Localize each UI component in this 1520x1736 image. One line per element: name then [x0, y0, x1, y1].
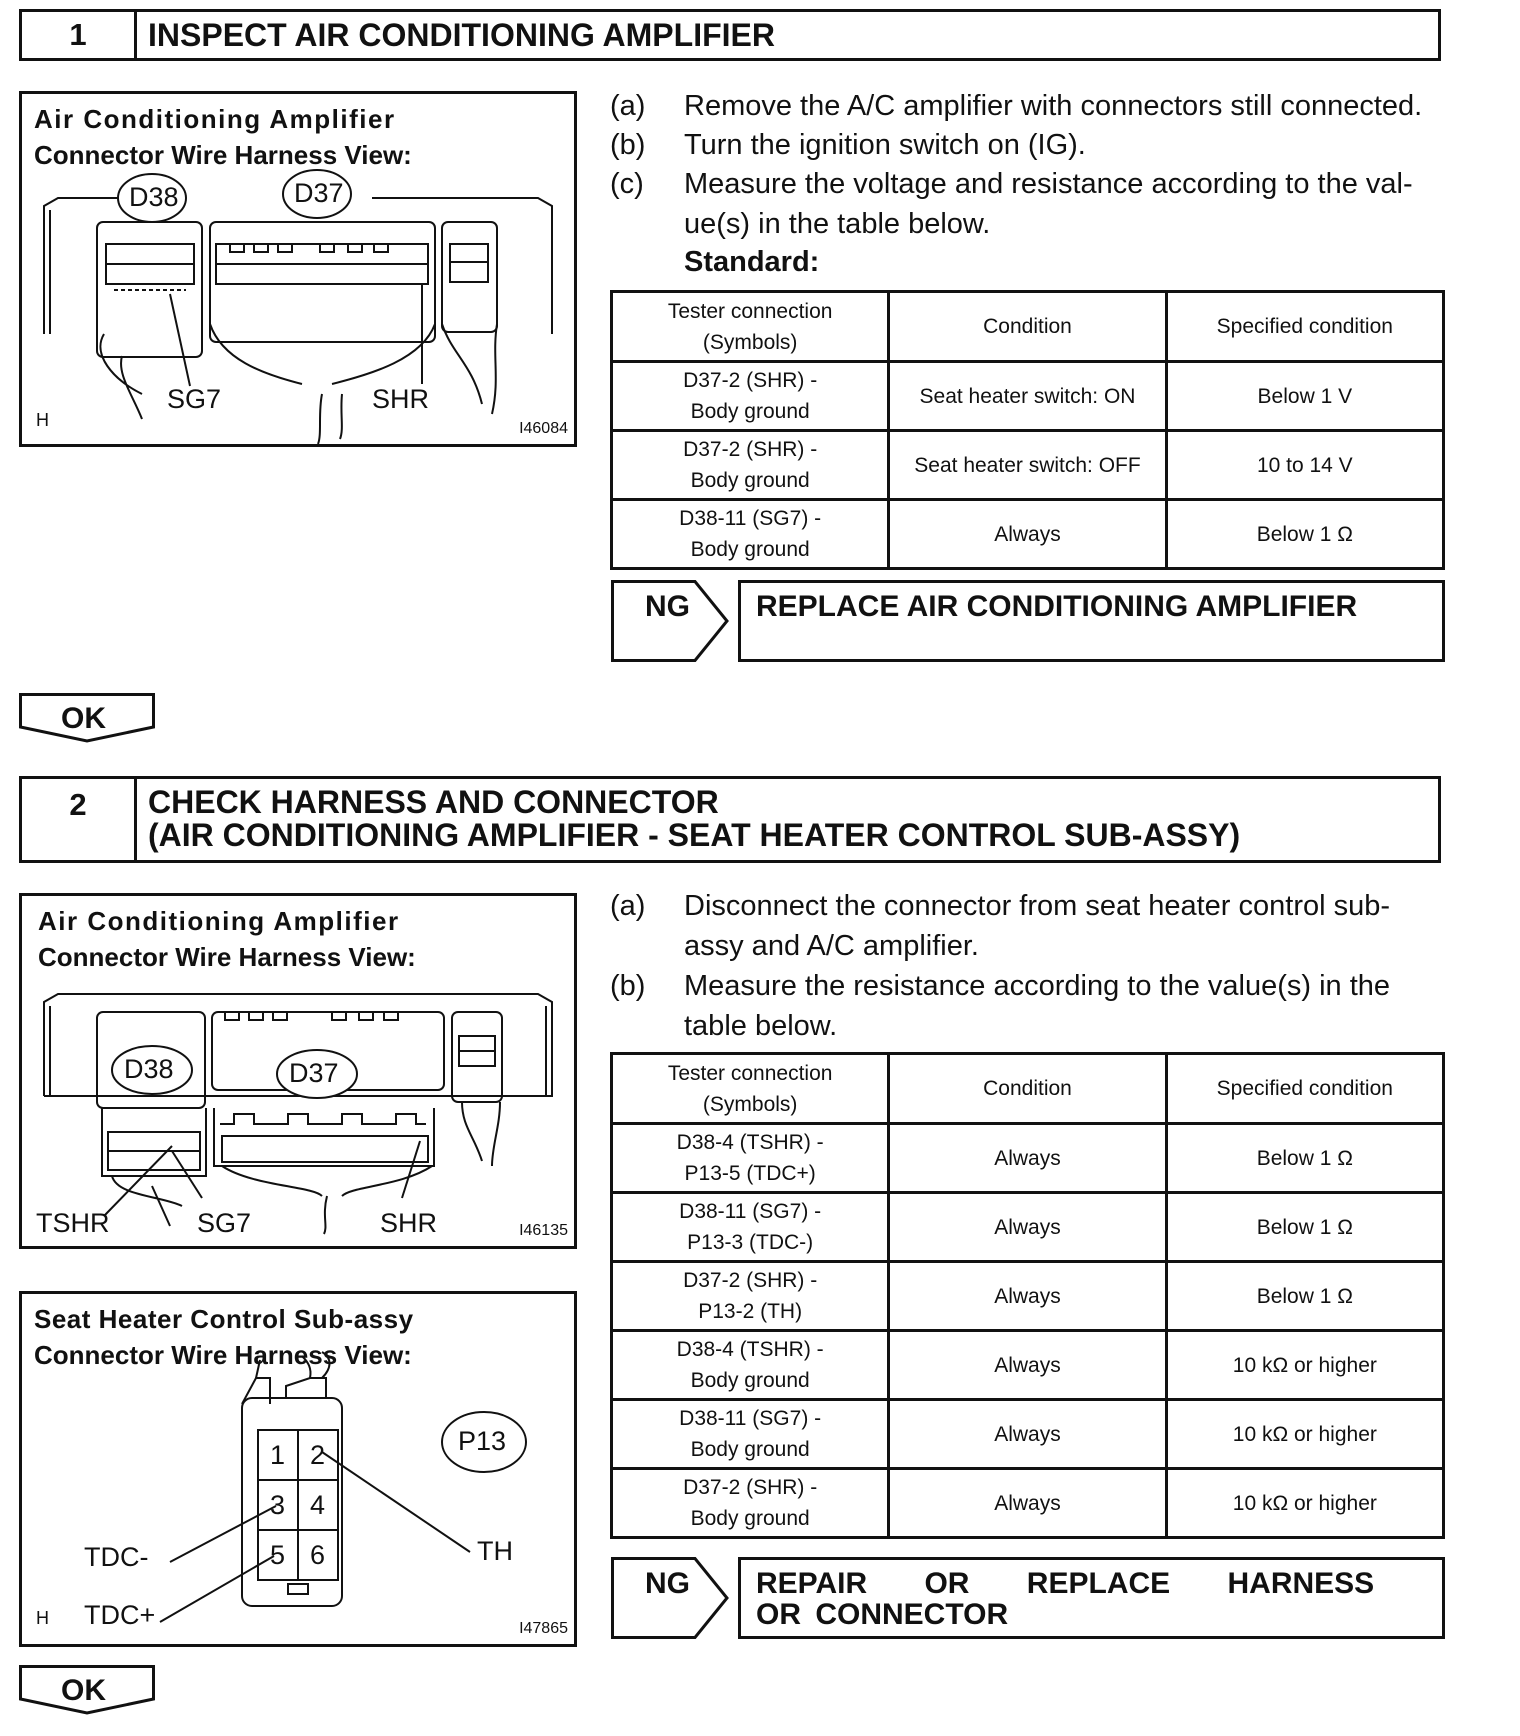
ok-label: OK [61, 702, 106, 735]
step-title-line1: CHECK HARNESS AND CONNECTOR [148, 784, 719, 820]
figure-title: Air Conditioning Amplifier [38, 906, 400, 936]
spec-table-2 [610, 1052, 1445, 1539]
figure-code: I47865 [519, 1620, 568, 1637]
figure-subtitle: Connector Wire Harness View: [34, 140, 412, 170]
pin-label-shr: SHR [372, 384, 430, 414]
ng-result-box [738, 580, 1445, 662]
corner-letter: H [36, 1608, 49, 1628]
table-header: Condition [889, 292, 1166, 362]
spec-table-1 [610, 290, 1445, 570]
connector-label-d37: D37 [289, 1058, 339, 1088]
table-row: D37-2 (SHR) - Body ground Always 10 kΩ or higher [612, 1469, 1444, 1538]
table-row: D37-2 (SHR) - Body ground Seat heater switch: ON Below 1 V [612, 362, 1444, 431]
table-row: D38-4 (TSHR) - P13-5 (TDC+) Always Below 1 Ω [612, 1124, 1444, 1193]
table-header-row [612, 1054, 1444, 1124]
table-header-row [612, 292, 1444, 362]
pin-1: 1 [270, 1440, 286, 1470]
pin-6: 6 [310, 1540, 326, 1570]
figure-ac-amplifier-connector-2 [19, 893, 577, 1249]
figure-subtitle: Connector Wire Harness View: [34, 1340, 412, 1370]
ok-label: OK [61, 1674, 106, 1707]
connector-diagram [22, 1294, 574, 1644]
table-row: D37-2 (SHR) - Body ground Seat heater switch: OFF 10 to 14 V [612, 431, 1444, 500]
table-row: D37-2 (SHR) - P13-2 (TH) Always Below 1 Ω [612, 1262, 1444, 1331]
ng-result-1 [611, 580, 1445, 662]
figure-code: I46135 [519, 1222, 568, 1239]
pin-label-sg7: SG7 [197, 1208, 252, 1238]
figure-title: Air Conditioning Amplifier [34, 104, 396, 134]
pin-label-tshr: TSHR [36, 1208, 110, 1238]
ng-tag: NG [645, 1567, 690, 1600]
connector-label-d37: D37 [294, 178, 344, 208]
table-row: D38-11 (SG7) - Body ground Always 10 kΩ or higher [612, 1400, 1444, 1469]
figure-subtitle: Connector Wire Harness View: [38, 942, 416, 972]
instruction-a: (a) Disconnect the connector from seat heater control sub-assy and A/C amplifier. [610, 890, 1391, 962]
table-header: Specified condition [1166, 292, 1443, 362]
ng-result-text: REPAIR OR REPLACE HARNESS OR CONNECTOR [756, 1567, 1432, 1631]
pin-label-tdc-minus: TDC- [84, 1542, 149, 1572]
pin-label-tdc-plus: TDC+ [84, 1600, 156, 1630]
pin-2: 2 [310, 1440, 326, 1470]
instruction-b: (b) Measure the resistance according to the value(s) in the table below. [610, 970, 1391, 1042]
figure-ac-amplifier-connector [19, 91, 577, 447]
ok-indicator-2 [19, 1665, 155, 1717]
connector-diagram [22, 94, 574, 444]
step-2-header [19, 776, 1441, 863]
table-row: D38-11 (SG7) - P13-3 (TDC-) Always Below 1 Ω [612, 1193, 1444, 1262]
step-number: 1 [22, 12, 137, 58]
instruction-c: (c) Measure the voltage and resistance according to the val-ue(s) in the table below. [610, 168, 1413, 240]
step-title-line2: (AIR CONDITIONING AMPLIFIER - SEAT HEATER CONTROL SUB-ASSY) [148, 817, 1241, 853]
corner-letter: H [36, 410, 49, 430]
figure-code: I46084 [519, 420, 568, 437]
connector-label-d38: D38 [129, 182, 179, 212]
connector-label-p13: P13 [458, 1426, 507, 1456]
figure-seat-heater-connector [19, 1291, 577, 1647]
standard-label: Standard: [684, 246, 820, 278]
step-1-header [19, 9, 1441, 61]
step-title: INSPECT AIR CONDITIONING AMPLIFIER [148, 17, 775, 53]
pin-5: 5 [270, 1540, 286, 1570]
ng-tag: NG [645, 590, 690, 623]
ng-result-box [738, 1557, 1445, 1639]
pin-label-shr: SHR [380, 1208, 438, 1238]
pin-label-sg7: SG7 [167, 384, 222, 414]
instruction-a: (a) Remove the A/C amplifier with connectors still connected. [610, 90, 1423, 122]
pin-3: 3 [270, 1490, 286, 1520]
table-row: D38-4 (TSHR) - Body ground Always 10 kΩ or higher [612, 1331, 1444, 1400]
ng-result-2 [611, 1557, 1445, 1639]
pin-label-th: TH [477, 1536, 513, 1566]
instruction-b: (b) Turn the ignition switch on (IG). [610, 129, 1086, 161]
table-header: Condition [889, 1054, 1166, 1124]
table-header: Specified condition [1166, 1054, 1443, 1124]
ok-indicator-1 [19, 693, 155, 745]
table-header: Tester connection (Symbols) [612, 1054, 889, 1124]
connector-label-d38: D38 [124, 1054, 174, 1084]
ng-result-text: REPLACE AIR CONDITIONING AMPLIFIER [756, 590, 1358, 623]
table-row: D38-11 (SG7) - Body ground Always Below 1 Ω [612, 500, 1444, 569]
pin-4: 4 [310, 1490, 326, 1520]
table-header: Tester connection (Symbols) [612, 292, 889, 362]
figure-title: Seat Heater Control Sub-assy [34, 1304, 414, 1334]
step-number: 2 [22, 779, 137, 860]
